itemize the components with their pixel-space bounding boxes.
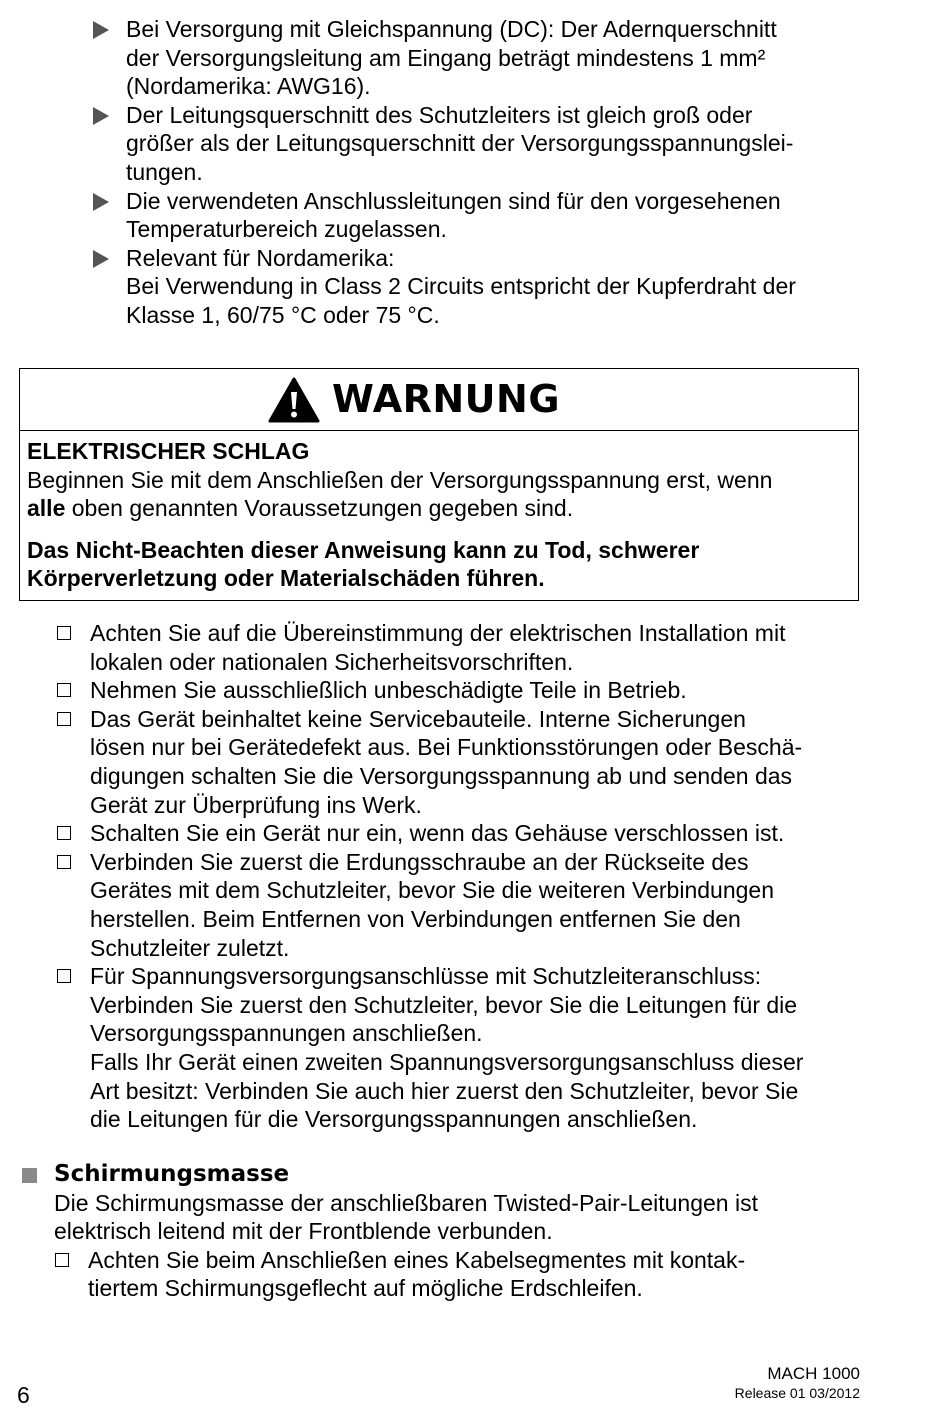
requirement-item — [90, 15, 870, 101]
warning-consequence-line: Körperverletzung oder Materialschäden führen. — [27, 565, 545, 592]
footer-release: Release 01 03/2012 — [734, 1385, 860, 1401]
checklist-item — [56, 676, 876, 705]
warning-emphasis: alle — [27, 495, 66, 522]
triangle-bullet-icon — [93, 193, 109, 211]
requirement-line: Der Leitungsquerschnitt des Schutzleiters ist gleich groß oder — [126, 101, 753, 128]
warning-text-rest: oben genannten Voraussetzungen gegeben sind. — [65, 495, 574, 522]
checklist-line: Achten Sie auf die Übereinstimmung der elektrischen Installation mit — [90, 620, 786, 646]
triangle-bullet-icon — [93, 250, 109, 268]
triangle-bullet-icon — [93, 107, 109, 125]
requirement-line: Relevant für Nordamerika: — [126, 244, 395, 271]
footer-product: MACH 1000 — [767, 1364, 860, 1383]
checklist-line: Versorgungsspannungen anschließen. — [90, 1020, 483, 1047]
checklist-line: Verbinden Sie zuerst den Schutzleiter, bevor Sie die Leitungen für die — [90, 991, 798, 1018]
requirement-item — [90, 187, 870, 244]
section-text: Die Schirmungsmasse der anschließbaren Twisted-Pair-Leitungen ist — [54, 1189, 758, 1216]
checklist-line: Schalten Sie ein Gerät nur ein, wenn das Gehäuse verschlossen ist. — [90, 820, 785, 847]
shield-section — [22, 1160, 882, 1303]
checklist-item — [56, 819, 876, 848]
requirement-line: Die verwendeten Anschlussleitungen sind für den vorgesehenen — [126, 187, 781, 214]
checklist-line: Falls Ihr Gerät einen zweiten Spannungsversorgungsanschluss dieser — [90, 1048, 804, 1075]
checklist-line: lokalen oder nationalen Sicherheitsvorschriften. — [90, 648, 574, 675]
checkbox-bullet-icon — [57, 712, 71, 726]
checklist-item — [54, 1246, 882, 1303]
section-title: Schirmungsmasse — [54, 1161, 290, 1187]
warning-title: WARNUNG — [331, 377, 561, 422]
checkbox-bullet-icon — [57, 826, 71, 840]
checkbox-bullet-icon — [57, 855, 71, 869]
warning-consequence — [27, 536, 851, 593]
checklist-item — [56, 848, 876, 962]
warning-body — [20, 431, 858, 593]
safety-checklist — [56, 619, 876, 1134]
checklist-line: herstellen. Beim Entfernen von Verbindungen entfernen Sie den — [90, 905, 741, 932]
warning-text: Beginnen Sie mit dem Anschließen der Versorgungsspannung erst, wenn — [27, 466, 773, 493]
checklist-line: Gerätes mit dem Schutzleiter, bevor Sie die weiteren Verbindungen — [90, 877, 774, 904]
requirement-item — [90, 244, 870, 330]
checklist-line: Achten Sie beim Anschließen eines Kabelsegmentes mit kontak- — [88, 1246, 746, 1273]
checkbox-bullet-icon — [57, 626, 71, 640]
checklist-line: Art besitzt: Verbinden Sie auch hier zuerst den Schutzleiter, bevor Sie — [90, 1077, 799, 1104]
checklist-line: lösen nur bei Gerätedefekt aus. Bei Funktionsstörungen oder Beschä- — [90, 734, 803, 761]
checklist-line: Nehmen Sie ausschließlich unbeschädigte Teile in Betrieb. — [90, 677, 687, 704]
warning-text — [27, 494, 851, 523]
checklist-line: Für Spannungsversorgungsanschlüsse mit Schutzleiteranschluss: — [90, 963, 762, 990]
section-body — [22, 1189, 882, 1303]
requirement-line: tungen. — [126, 158, 203, 185]
requirement-line: Temperaturbereich zugelassen. — [126, 216, 447, 243]
warning-consequence-line: Das Nicht-Beachten dieser Anweisung kann zu Tod, schwerer — [27, 536, 700, 563]
section-square-icon — [22, 1168, 37, 1183]
requirement-line: Bei Versorgung mit Gleichspannung (DC): Der Adernquerschnitt — [126, 16, 777, 42]
checklist-line: die Leitungen für die Versorgungsspannungen anschließen. — [90, 1106, 698, 1133]
warning-triangle-icon — [268, 377, 320, 423]
requirement-line: der Versorgungsleitung am Eingang beträgt mindestens 1 mm² — [126, 44, 766, 71]
checklist-line: Verbinden Sie zuerst die Erdungsschraube an der Rückseite des — [90, 848, 749, 875]
footer-info — [735, 1364, 860, 1402]
warning-hazard: ELEKTRISCHER SCHLAG — [27, 438, 310, 464]
requirement-line: größer als der Leitungsquerschnitt der Versorgungsspannungslei- — [126, 130, 794, 157]
requirement-line: Bei Verwendung in Class 2 Circuits entspricht der Kupferdraht der — [126, 273, 796, 300]
checklist-item — [56, 962, 876, 1134]
checklist-item — [56, 619, 876, 676]
requirement-item — [90, 101, 870, 187]
requirement-line: Klasse 1, 60/75 °C oder 75 °C. — [126, 301, 440, 328]
checkbox-bullet-icon — [57, 969, 71, 983]
requirements-list — [90, 15, 870, 330]
checklist-line: Gerät zur Überprüfung ins Werk. — [90, 791, 422, 818]
warning-box — [19, 368, 859, 601]
section-text: elektrisch leitend mit der Frontblende verbunden. — [54, 1218, 553, 1245]
checkbox-bullet-icon — [55, 1253, 69, 1267]
checklist-line: Schutzleiter zuletzt. — [90, 934, 290, 961]
checklist-line: digungen schalten Sie die Versorgungsspannung ab und senden das — [90, 762, 793, 789]
checkbox-bullet-icon — [57, 683, 71, 697]
checklist-line: tiertem Schirmungsgeflecht auf mögliche Erdschleifen. — [88, 1275, 643, 1302]
checklist-line: Das Gerät beinhaltet keine Servicebauteile. Interne Sicherungen — [90, 705, 746, 732]
warning-header — [20, 369, 858, 431]
section-heading — [22, 1160, 882, 1189]
requirement-line: (Nordamerika: AWG16). — [126, 73, 371, 100]
page-number: 6 — [17, 1382, 30, 1408]
checklist-item — [56, 705, 876, 819]
triangle-bullet-icon — [93, 21, 109, 39]
